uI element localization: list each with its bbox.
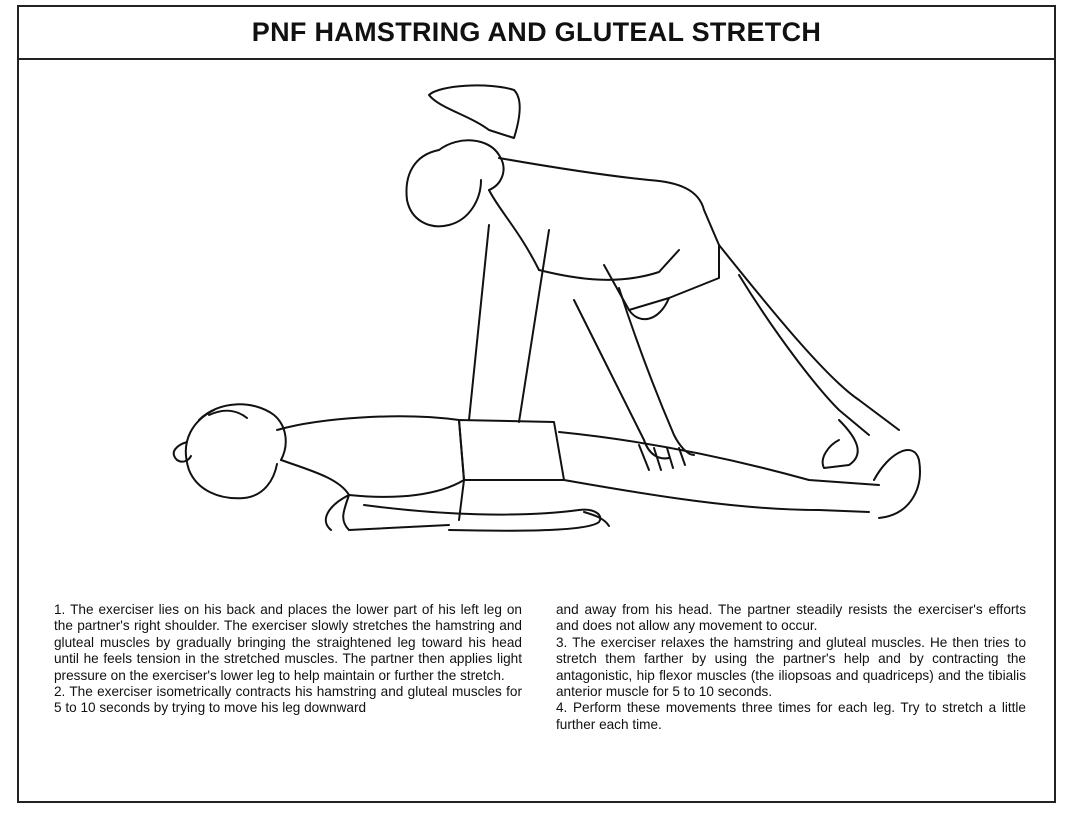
exerciser-figure	[174, 225, 920, 531]
partner-hamstring-stretch-illustration	[19, 60, 1054, 595]
title-bar	[19, 7, 1054, 60]
instruction-step-4: 4. Perform these movements three times for each leg. Try to stretch a little further each time.	[556, 700, 1026, 732]
document-frame	[17, 5, 1056, 803]
instructions-right-column	[556, 602, 1026, 733]
instruction-step-2-continued: and away from his head. The partner steadily resists the exerciser's efforts and does not allow any movement to occur.	[556, 602, 1026, 634]
instruction-step-1: 1. The exerciser lies on his back and places the lower part of his left leg on the partner's right shoulder. The exerciser slowly stretches the hamstring and gluteal muscles by gradually bringing the straightened leg toward his head until he feels tension in the stretched muscles. The partner then applies light pressure on the exerciser's lower leg to help maintain or further the stretch.	[54, 602, 522, 683]
partner-figure	[406, 85, 899, 470]
page-title: PNF HAMSTRING AND GLUTEAL STRETCH	[251, 17, 822, 47]
instruction-step-3: 3. The exerciser relaxes the hamstring and gluteal muscles. He then tries to stretch them farther by using the partner's help and by contracting the antagonistic, hip flexor muscles (the iliopsoas and quadriceps) and the tibialis anterior muscle for 5 to 10 seconds.	[556, 634, 1026, 700]
instruction-step-2: 2. The exerciser isometrically contracts his hamstring and gluteal muscles for 5 to 10 seconds by trying to move his leg downward	[54, 684, 522, 716]
instructions-left-column	[54, 602, 522, 717]
